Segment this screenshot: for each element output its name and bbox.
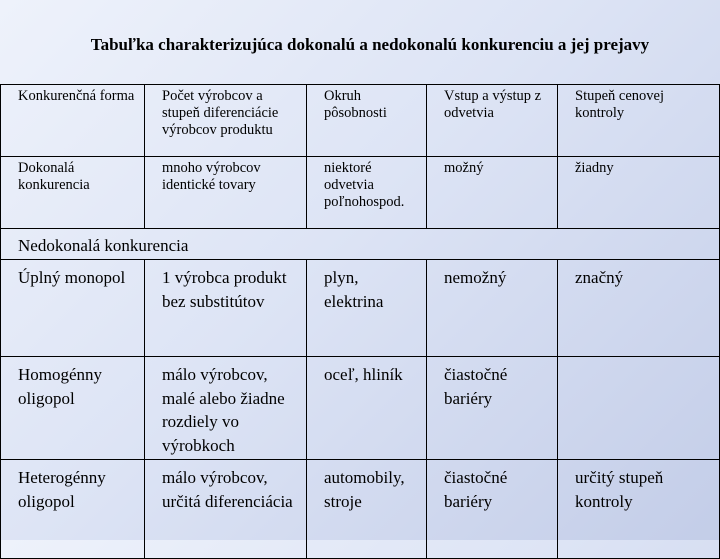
header-cell: Stupeň cenovej kontroly (558, 85, 720, 157)
header-row (1, 85, 720, 157)
table-cell: čiastočné bariéry (427, 357, 558, 460)
table-row (1, 260, 720, 357)
table-cell: málo výrobcov, určitá diferenciácia (145, 460, 307, 559)
table-cell: čiastočné bariéry (427, 460, 558, 559)
table-cell: určitý stupeň kontroly (558, 460, 720, 559)
table-cell: Dokonalá konkurencia (1, 157, 145, 229)
table-cell: značný (558, 260, 720, 357)
competition-table (0, 84, 720, 559)
table-cell: 1 výrobca produkt bez substitútov (145, 260, 307, 357)
table-cell: Heterogénny oligopol (1, 460, 145, 559)
page-title: Tabuľka charakterizujúca dokonalú a nedokonalú konkurenciu a jej prejavy (90, 35, 650, 54)
table-cell: plyn, elektrina (307, 260, 427, 357)
table-cell: nemožný (427, 260, 558, 357)
table-cell (558, 357, 720, 460)
table-row (1, 157, 720, 229)
header-cell: Konkurenčná forma (1, 85, 145, 157)
table-cell: automobily, stroje (307, 460, 427, 559)
table-cell: Homogénny oligopol (1, 357, 145, 460)
table-cell: niektoré odvetvia poľnohospod. (307, 157, 427, 229)
table-cell: žiadny (558, 157, 720, 229)
table-row (1, 357, 720, 460)
header-cell: Vstup a výstup z odvetvia (427, 85, 558, 157)
table-cell: Úplný monopol (1, 260, 145, 357)
header-cell: Okruh pôsobnosti (307, 85, 427, 157)
table-cell: málo výrobcov, malé alebo žiadne rozdiely vo výrobkoch (145, 357, 307, 460)
table-row (1, 460, 720, 559)
section-row (1, 229, 720, 260)
table-cell: možný (427, 157, 558, 229)
section-label: Nedokonalá konkurencia (1, 229, 720, 260)
table-cell: oceľ, hliník (307, 357, 427, 460)
table-cell: mnoho výrobcov identické tovary (145, 157, 307, 229)
header-cell: Počet výrobcov a stupeň diferenciácie výrobcov produktu (145, 85, 307, 157)
